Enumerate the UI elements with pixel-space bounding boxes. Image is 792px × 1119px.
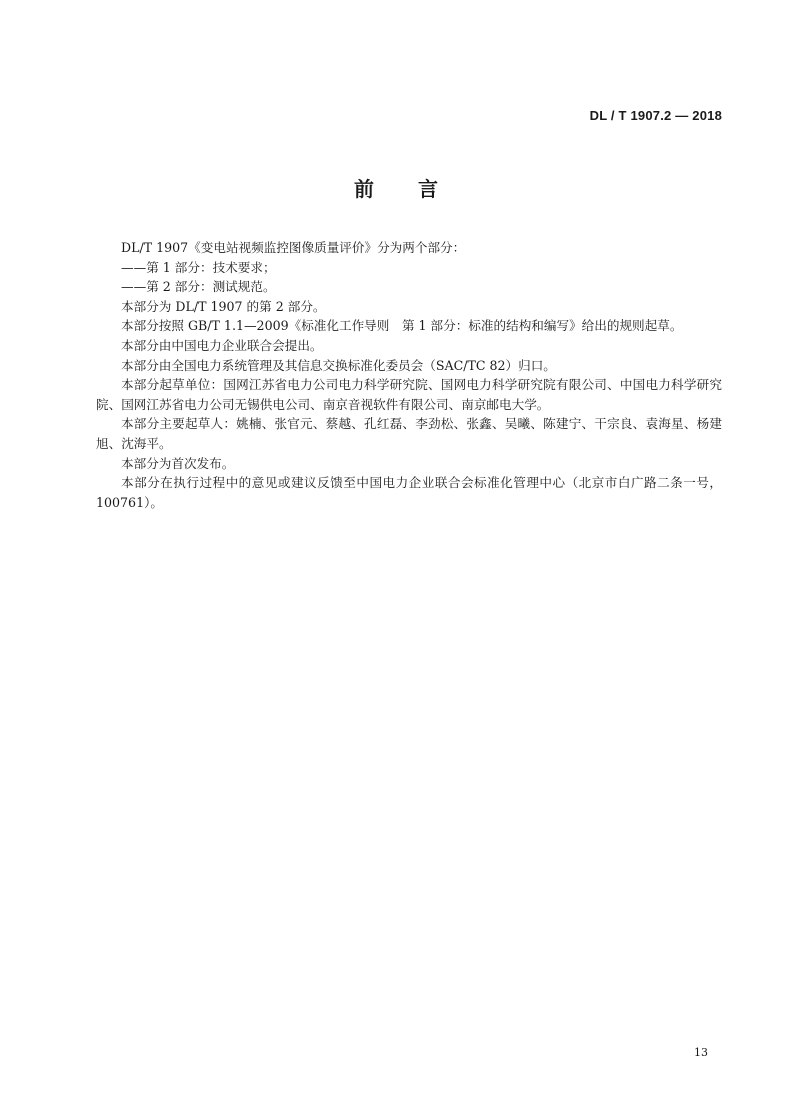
paragraph-drafting-rules: 本部分按照 GB/T 1.1—2009《标准化工作导则 第 1 部分：标准的结构和编写》给出的规则起草。	[121, 318, 683, 334]
paragraph-scope: 本部分为 DL/T 1907 的第 2 部分。	[121, 298, 326, 314]
paragraph-proposer: 本部分由中国电力企业联合会提出。	[121, 337, 323, 353]
paragraph-drafting-units: 本部分起草单位：国网江苏省电力公司电力科学研究院、国网电力科学研究院有限公司、中国电力科学研究院、国网江苏省电力公司无锡供电公司、南京音视软件有限公司、南京邮电大学。	[96, 377, 722, 412]
paragraph-committee: 本部分由全国电力系统管理及其信息交换标准化委员会（SAC/TC 82）归口。	[121, 357, 556, 373]
paragraph-feedback: 本部分在执行过程中的意见或建议反馈至中国电力企业联合会标准化管理中心（北京市白广路二条一号，100761）。	[96, 475, 722, 510]
paragraph-drafters: 本部分主要起草人：姚楠、张官元、蔡越、孔红磊、李劲松、张鑫、吴曦、陈建宁、干宗良、袁海星、杨建旭、沈海平。	[96, 416, 722, 451]
list-item-part-2: ——第 2 部分：测试规范。	[121, 279, 276, 295]
page-number: 13	[694, 1046, 708, 1059]
paragraph-first-release: 本部分为首次发布。	[121, 455, 235, 471]
page-title: 前言	[354, 177, 482, 201]
paragraph-intro: DL/T 1907《变电站视频监控图像质量评价》分为两个部分：	[121, 240, 466, 255]
foreword-body	[96, 238, 722, 512]
list-item-part-1: ——第 1 部分：技术要求；	[121, 259, 276, 275]
standard-number: DL / T 1907.2 — 2018	[589, 108, 722, 123]
